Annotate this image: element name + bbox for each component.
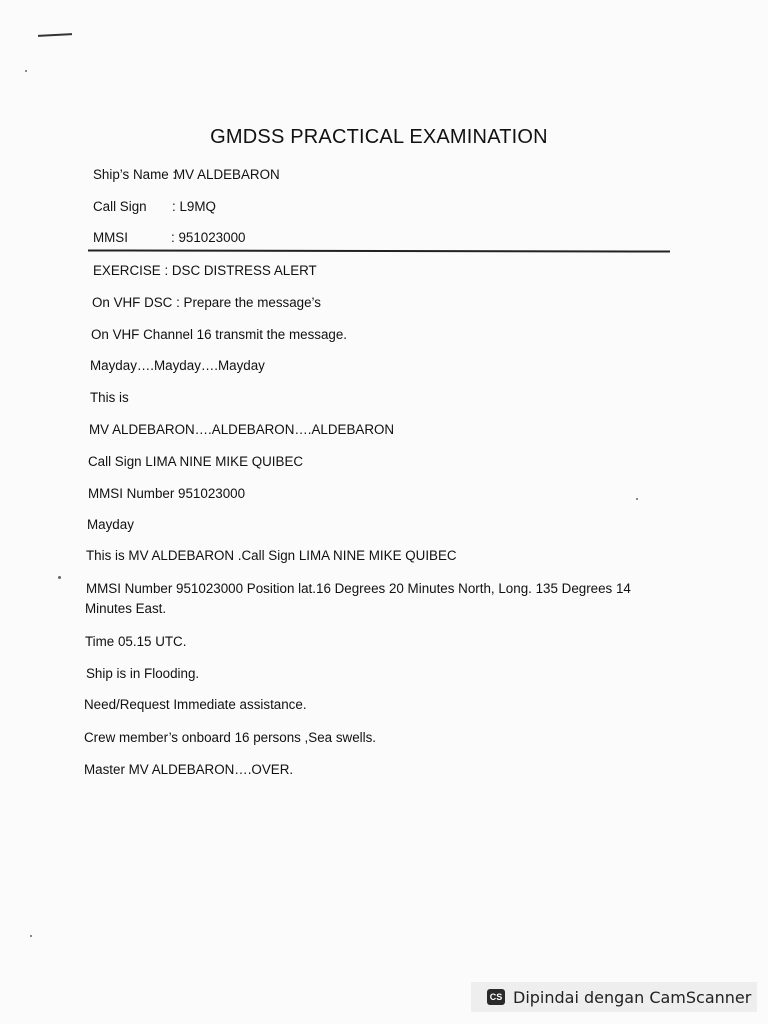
body-line: MMSI Number 951023000 Position lat.16 Degrees 20 Minutes North, Long. 135 Degrees 14 (86, 581, 631, 596)
scan-speck (636, 498, 638, 500)
ship-name-label: Ship’s Name : (93, 167, 177, 182)
call-sign-value: : L9MQ (172, 199, 216, 214)
ship-name-value: MV ALDEBARON (174, 167, 280, 182)
body-line: MMSI Number 951023000 (88, 486, 246, 501)
scan-speck (58, 576, 61, 579)
body-line: This is (90, 390, 129, 405)
scan-speck (25, 70, 27, 72)
mmsi-label: MMSI (93, 230, 128, 245)
body-line: Ship is in Flooding. (86, 666, 200, 681)
body-line: Mayday (87, 517, 134, 532)
body-line: Need/Request Immediate assistance. (84, 697, 307, 712)
call-sign-label: Call Sign (93, 199, 147, 214)
camscanner-icon: CS (487, 989, 505, 1005)
mmsi-value: : 951023000 (171, 230, 246, 245)
header-divider (88, 249, 670, 252)
scan-speck (30, 935, 32, 937)
body-line: On VHF DSC : Prepare the message’s (92, 295, 321, 310)
body-line: Master MV ALDEBARON….OVER. (84, 762, 294, 777)
page-title: GMDSS PRACTICAL EXAMINATION (210, 126, 548, 148)
body-line: Mayday….Mayday….Mayday (90, 358, 265, 373)
body-line: Minutes East. (85, 601, 167, 616)
scan-mark (38, 33, 72, 37)
body-line: Crew member’s onboard 16 persons ,Sea swells. (84, 730, 377, 745)
body-line: Time 05.15 UTC. (85, 634, 187, 649)
body-line: Call Sign LIMA NINE MIKE QUIBEC (88, 454, 304, 469)
camscanner-watermark (471, 982, 757, 1012)
exercise-line: EXERCISE : DSC DISTRESS ALERT (93, 263, 317, 278)
watermark-text: Dipindai dengan CamScanner (513, 987, 752, 1007)
body-line: This is MV ALDEBARON .Call Sign LIMA NINE MIKE QUIBEC (86, 548, 457, 563)
body-line: MV ALDEBARON….ALDEBARON….ALDEBARON (89, 422, 395, 437)
body-line: On VHF Channel 16 transmit the message. (91, 327, 348, 342)
